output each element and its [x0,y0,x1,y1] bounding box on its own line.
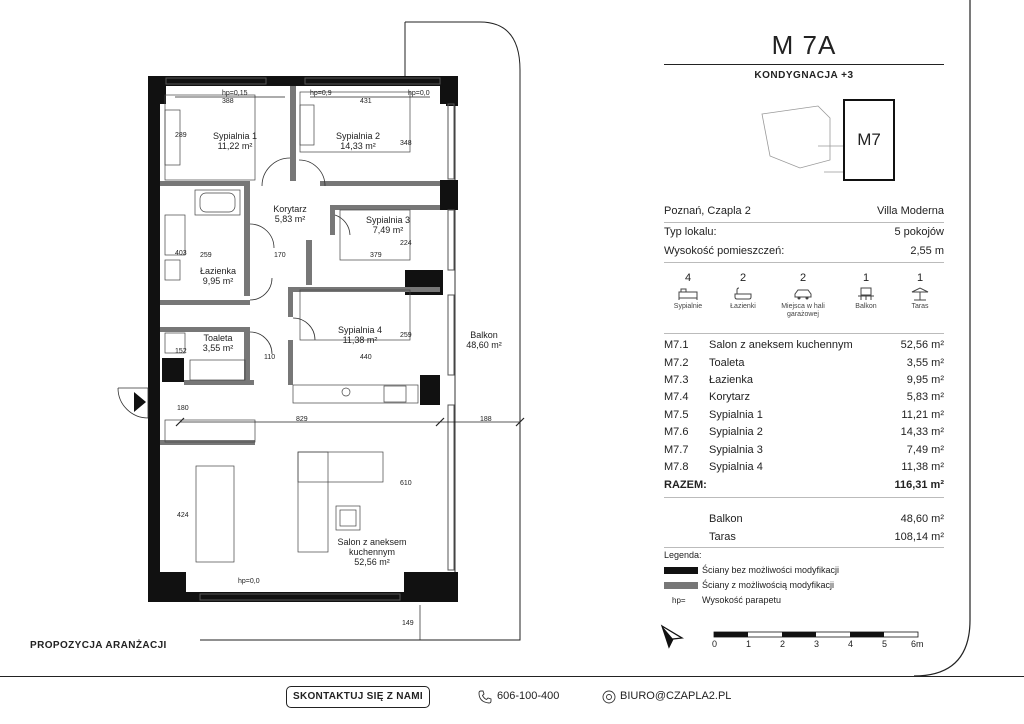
room-area: 3,55 m² [202,343,234,353]
divider [664,262,944,263]
dim-label: 152 [175,348,187,355]
scale-tick: 3 [814,639,820,649]
info-label: Poznań, Czapla 2 [664,205,751,217]
sill-label: hp=0,0 [408,90,430,97]
feature-bathrooms [721,272,765,311]
info-label: Typ lokalu: [664,226,717,238]
room-name: Toaleta [709,357,745,369]
extra-area: 48,60 m² [900,513,944,525]
room-name: Sypialnia 4 [337,325,383,335]
footer-divider [0,676,1024,677]
legend-title: Legenda: [664,550,702,560]
dim-label: 388 [222,98,234,105]
dim-label: 610 [400,480,412,487]
room-area: 9,95 m² [202,276,234,286]
room-code: M7.8 [664,461,689,473]
dim-label: 829 [296,416,308,423]
dim-label: 110 [264,354,276,361]
divider [664,497,944,498]
room-name: Sypialnia 2 [335,131,381,141]
scale-tick: 1 [746,639,752,649]
feature-count: 1 [916,272,924,284]
room-name: Sypialnia 1 [709,409,763,421]
scale-tick: 5 [882,639,888,649]
scale-tick: 6m [911,639,924,649]
room-name: Salon z aneksem kuchennym [709,339,853,351]
room-label-sypialnia-2 [318,131,398,151]
legend-swatch-modifiable [664,582,698,589]
info-value: 5 pokojów [894,226,944,238]
feature-caption: Miejsca w hali garażowej [781,303,825,318]
legend-hp-key: hp= [672,596,686,605]
room-name: Korytarz [273,204,307,214]
room-row [664,409,944,426]
room-name: Sypialnia 3 [709,444,763,456]
sill-label: hp=0,15 [222,90,248,97]
room-code: M7.6 [664,426,689,438]
dim-label: 431 [360,98,372,105]
legend-swatch-fixed [664,567,698,574]
info-value: 2,55 m [910,245,944,257]
feature-bedrooms [666,272,710,311]
room-area: 5,83 m² [906,391,944,403]
room-area: 11,22 m² [217,141,253,151]
dim-label: 188 [480,416,492,423]
room-row [664,461,944,478]
dim-label: 170 [274,252,286,259]
room-area: 11,21 m² [901,409,944,421]
room-name: Toaleta [203,333,233,343]
room-area: 11,38 m² [342,335,378,345]
room-label-sypialnia-1 [195,131,275,151]
divider [664,547,944,548]
dim-label: 379 [370,252,382,259]
room-label-sypialnia-4 [320,325,400,345]
room-name: Sypialnia 3 [365,215,411,225]
dim-label: 289 [175,132,187,139]
room-area: 11,38 m² [901,461,944,473]
scale-tick: 2 [780,639,786,649]
room-name: Łazienka [709,374,754,386]
room-row [664,426,944,443]
dim-label: 440 [360,354,372,361]
feature-balcony [844,272,888,311]
dim-label: 348 [400,140,412,147]
legend-label: Ściany z możliwością modyfikacji [702,580,835,590]
unit-badge: M7 [857,130,881,149]
room-row [664,357,944,374]
room-label-korytarz [250,204,330,224]
legend-hp-label: Wysokość parapetu [702,595,781,605]
dim-label: 424 [177,512,189,519]
room-name: Łazienka [199,266,237,276]
bathtub-icon [733,287,753,301]
phone-link[interactable]: 606-100-400 [497,690,560,702]
scale-tick: 0 [712,639,718,649]
terrace-icon [910,287,930,301]
page-title: M 7A [771,30,837,60]
room-row [664,391,944,408]
balcony-icon [856,287,876,301]
info-label: Wysokość pomieszczeń: [664,245,785,257]
extra-row [664,513,944,530]
extra-name: Balkon [709,513,743,525]
room-area: 3,55 m² [906,357,944,369]
room-area: 14,33 m² [340,141,376,151]
feature-caption: Łazienki [730,303,756,310]
room-name: Balkon [470,330,498,340]
room-code: M7.1 [664,339,689,351]
info-value: Villa Moderna [876,205,944,217]
room-code: M7.2 [664,357,689,369]
room-area: 52,56 m² [900,339,944,351]
email-icon [602,690,616,704]
north-arrow-icon [658,622,686,650]
phone-icon [478,690,492,704]
room-name: Sypialnia 1 [212,131,258,141]
divider [664,222,944,223]
dim-label: 149 [402,620,414,627]
divider [664,333,944,334]
extra-row [664,531,944,548]
room-code: M7.4 [664,391,689,403]
feature-terrace [898,272,942,311]
room-area: 52,56 m² [354,557,390,567]
contact-button[interactable]: SKONTAKTUJ SIĘ Z NAMI [286,686,430,708]
room-code: M7.7 [664,444,689,456]
room-area: 7,49 m² [372,225,404,235]
room-name: Korytarz [709,391,750,403]
floor-label: KONDYGNACJA +3 [754,70,854,81]
extra-name: Taras [709,531,736,543]
bed-icon [678,287,698,301]
email-link[interactable]: BIURO@CZAPLA2.PL [620,690,732,702]
room-area: 14,33 m² [900,426,944,438]
feature-count: 2 [739,272,747,284]
room-area: 48,60 m² [466,340,502,350]
extra-area: 108,14 m² [894,531,944,543]
title-divider [664,64,944,65]
feature-caption: Sypialnie [673,303,703,310]
plan-caption: PROPOZYCJA ARANŻACJI [30,640,167,651]
feature-count: 4 [684,272,692,284]
dim-label: 224 [400,240,412,247]
room-code: M7.3 [664,374,689,386]
room-row [664,374,944,391]
feature-caption: Balkon [855,303,877,310]
total-value: 116,31 m² [894,479,944,491]
room-name: Sypialnia 2 [709,426,763,438]
room-area: 5,83 m² [274,214,306,224]
room-label-balkon [456,330,512,350]
legend-label: Ściany bez możliwości modyfikacji [702,565,840,575]
room-name: Sypialnia 4 [709,461,763,473]
car-icon [793,287,813,301]
sill-label: hp=0,9 [310,90,332,97]
feature-parking [781,272,825,319]
dim-label: 259 [200,252,212,259]
room-label-lazienka [178,266,258,286]
room-code: M7.5 [664,409,689,421]
room-row [664,339,944,356]
scale-tick: 4 [848,639,854,649]
room-name: Salon z aneksem kuchennym [337,537,407,557]
feature-count: 2 [799,272,807,284]
room-label-sypialnia-3 [348,215,428,235]
room-row [664,444,944,461]
sill-label: hp=0,0 [238,578,260,585]
room-label-toaleta [178,333,258,353]
total-row [664,479,944,496]
feature-caption: Taras [911,303,929,310]
feature-count: 1 [862,272,870,284]
room-label-salon [330,537,414,567]
room-area: 9,95 m² [906,374,944,386]
dim-label: 403 [175,250,187,257]
dim-label: 259 [400,332,412,339]
total-label: RAZEM: [664,479,707,491]
room-area: 7,49 m² [906,444,944,456]
dim-label: 180 [177,405,189,412]
